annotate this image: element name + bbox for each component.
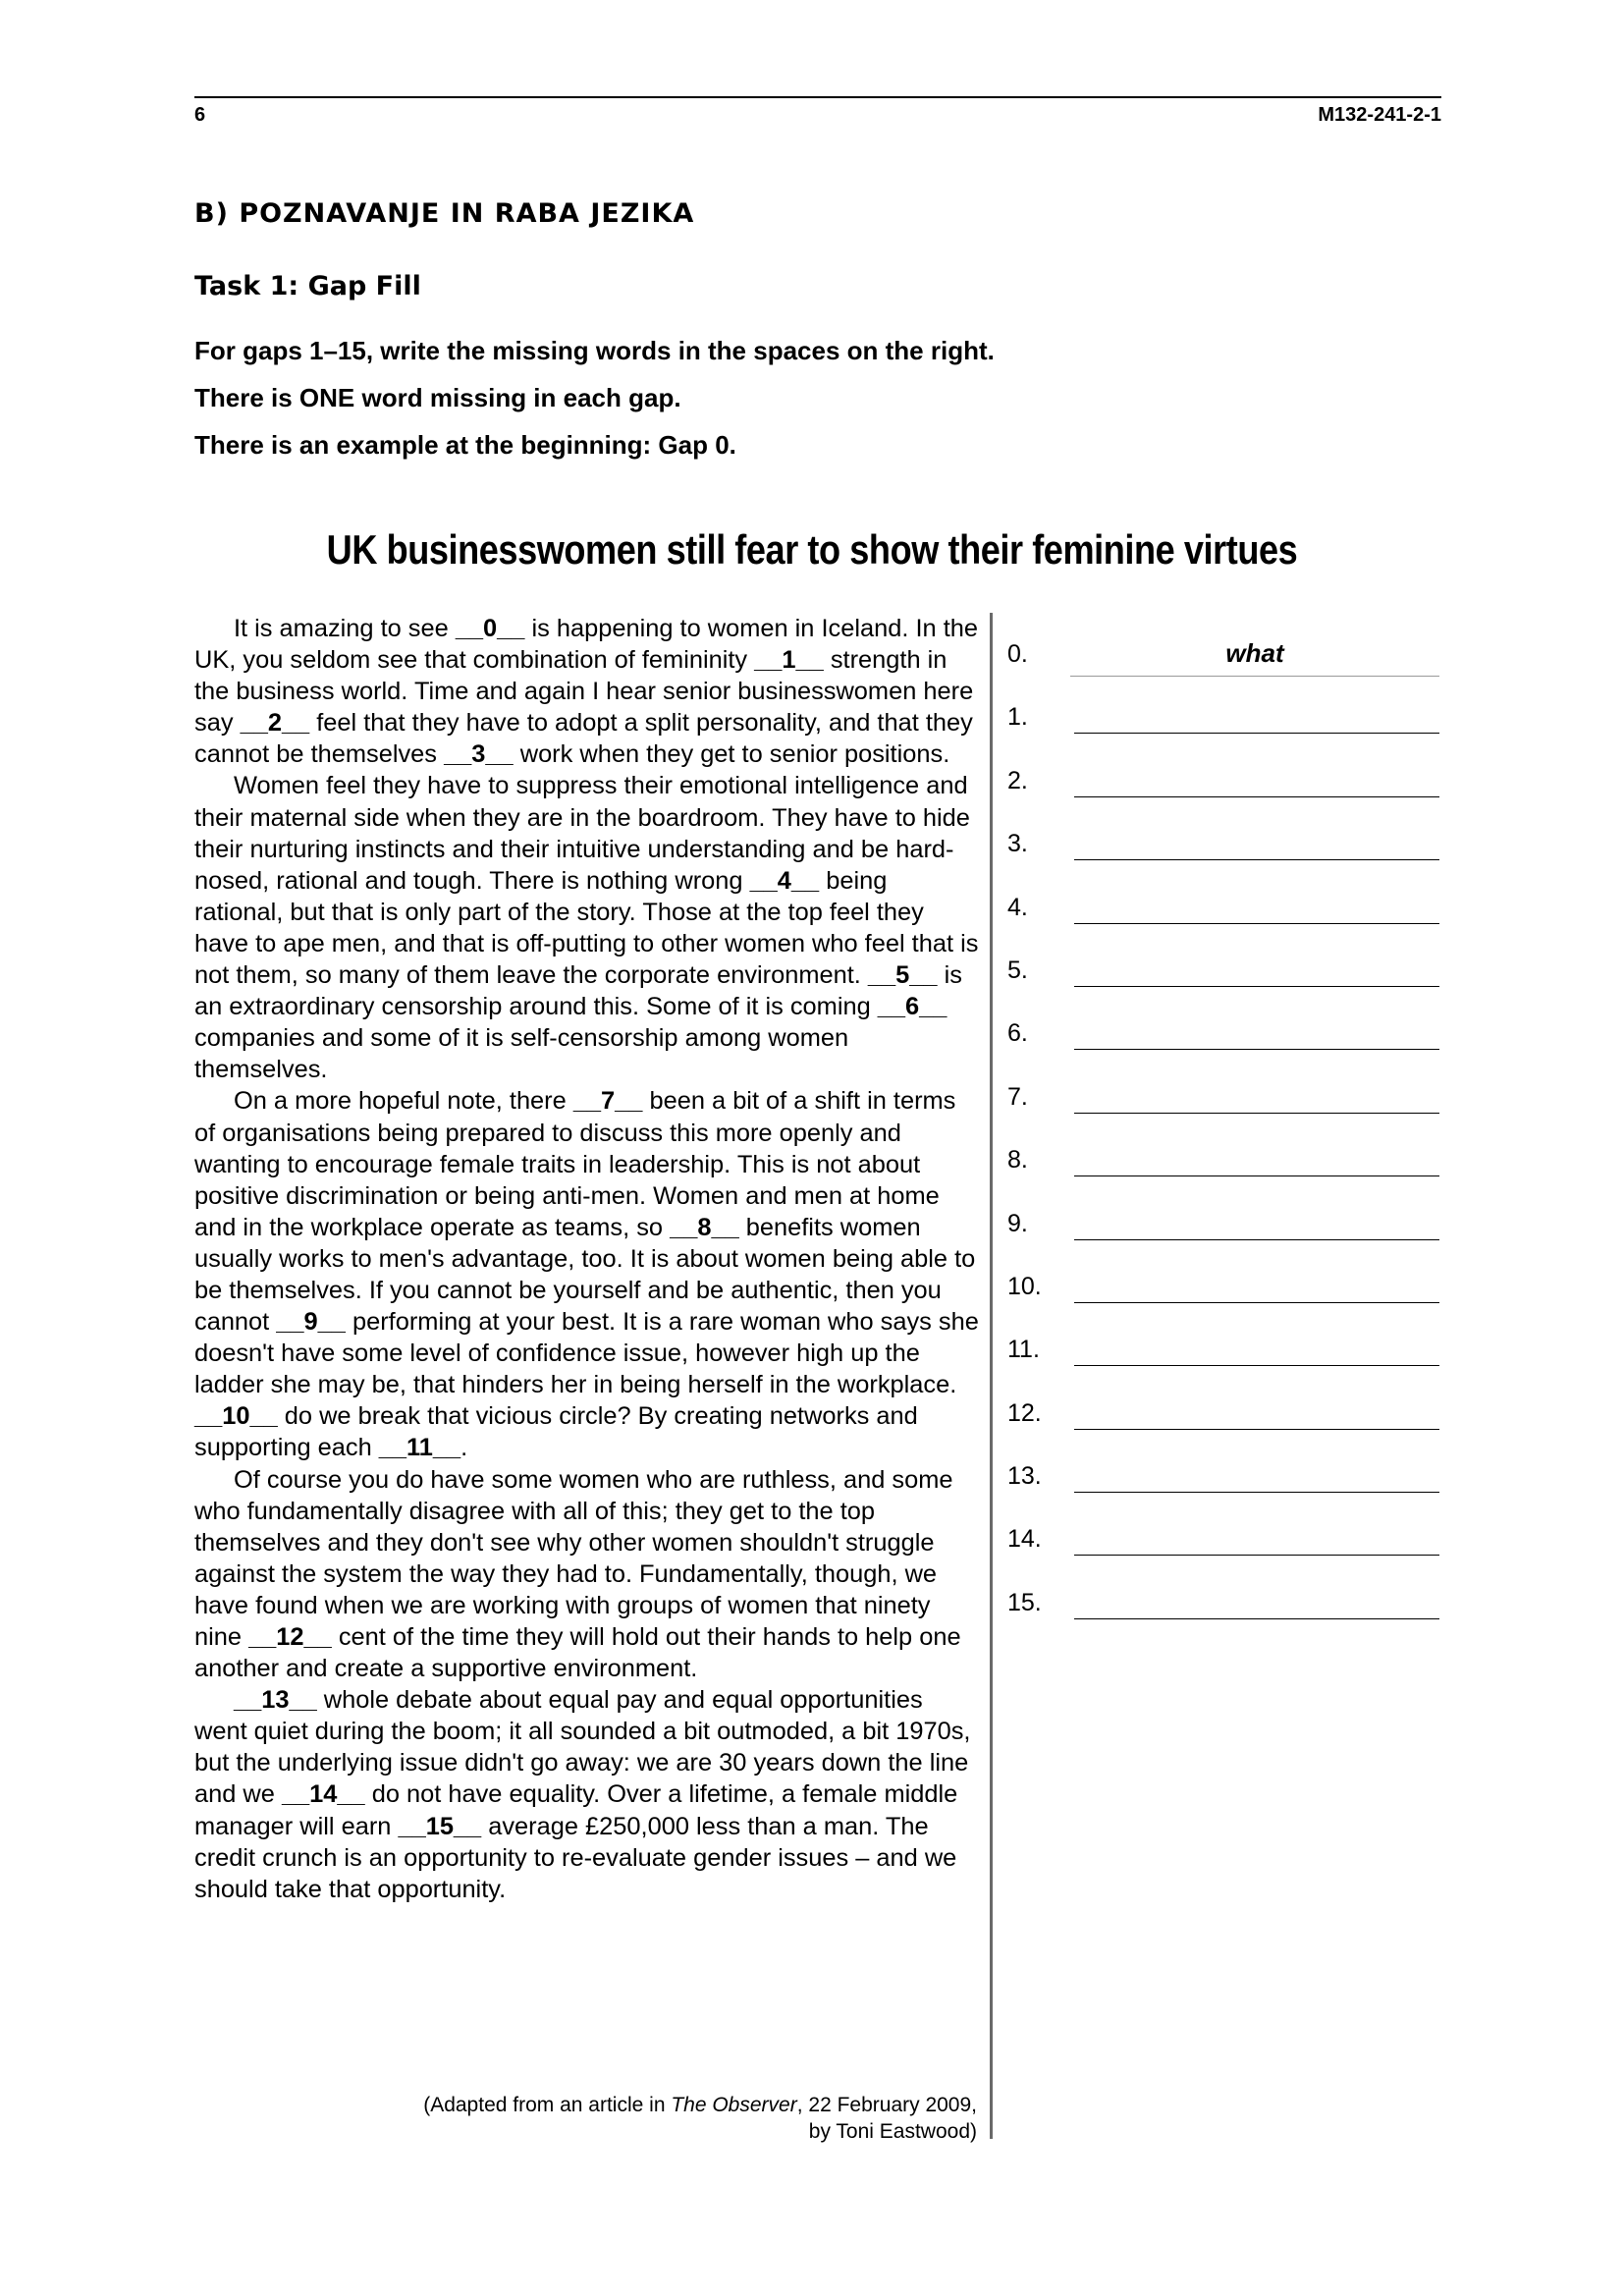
gap-marker: __0__ [455, 615, 525, 642]
answer-blank-line[interactable] [1074, 1365, 1439, 1366]
section-title: B) POZNAVANJE IN RABA JEZIKA [194, 198, 695, 229]
article-text-segment: is an extraordinary censorship around this. Some of it is coming [194, 961, 962, 1021]
answer-number: 9. [1007, 1209, 1028, 1237]
answer-blank-line[interactable] [1074, 1492, 1439, 1493]
answer-number: 5. [1007, 956, 1028, 984]
answer-row-5 [1001, 945, 1443, 1008]
page-header [194, 96, 1441, 130]
article-text-segment: . [460, 1434, 468, 1462]
answer-row-13 [1001, 1450, 1443, 1513]
answer-column [1001, 629, 1443, 1640]
gap-marker: __9__ [276, 1308, 346, 1337]
answer-number: 12. [1007, 1398, 1042, 1427]
gap-marker: __1__ [754, 646, 824, 675]
answer-row-15 [1001, 1577, 1443, 1640]
gap-marker: __15__ [398, 1812, 482, 1840]
instructions [194, 338, 1373, 479]
answer-number: 7. [1007, 1082, 1028, 1111]
answer-number: 6. [1007, 1019, 1028, 1048]
gap-marker: __10__ [194, 1402, 278, 1431]
answer-number: 13. [1007, 1462, 1042, 1491]
answer-number: 11. [1007, 1336, 1040, 1364]
article-text-segment: do not have equality. Over a lifetime, a female middle manager will earn [194, 1780, 958, 1840]
instruction-line: There is ONE word missing in each gap. [194, 383, 681, 412]
answer-row-4 [1001, 882, 1443, 945]
gap-marker: __8__ [670, 1213, 739, 1241]
article-text-segment: been a bit of a shift in terms of organisations being prepared to discuss this more openly and wanting to encourage female traits in leadership. This is not about positive discrimination or being anti-men. Women and men at home and in the workplace operate as teams, so [194, 1087, 956, 1241]
answer-number: 3. [1007, 830, 1028, 858]
article-text-segment: Women feel they have to suppress their emotional intelligence and their maternal side when they are in the boardroom. They have to hide their nurturing instincts and their intuitive understanding and be hard-nosed, rational and tough. There is nothing wrong [194, 772, 970, 895]
answer-blank-line[interactable] [1074, 986, 1439, 987]
article-headline: UK businesswomen still fear to show their feminine virtues [326, 526, 1298, 573]
article-text-segment: work when they get to senior positions. [513, 740, 950, 769]
article-text-segment: average £250,000 less than a man. The credit crunch is an opportunity to re-evaluate gender issues – and we should take that opportunity. [194, 1812, 957, 1903]
answer-row-10 [1001, 1261, 1443, 1324]
article-paragraph [194, 1684, 980, 1905]
article-paragraph [194, 770, 980, 1085]
answer-number: 4. [1007, 893, 1028, 921]
article-text-segment: benefits women usually works to men's advantage, too. It is about women being able to be themselves. If you cannot be yourself and be authentic, then you cannot [194, 1213, 976, 1337]
gap-marker: __13__ [234, 1686, 317, 1715]
answer-blank-line[interactable] [1074, 1555, 1439, 1556]
answer-row-3 [1001, 818, 1443, 881]
column-divider [990, 613, 993, 2139]
answer-row-14 [1001, 1513, 1443, 1576]
answer-blank-line [1070, 676, 1439, 677]
instruction-line: For gaps 1–15, write the missing words in the spaces on the right. [194, 336, 995, 365]
answer-row-9 [1001, 1198, 1443, 1261]
gap-marker: __6__ [877, 993, 947, 1021]
article-text [194, 613, 980, 1905]
source-suffix: , 22 February 2009, [796, 2094, 977, 2116]
task-title: Task 1: Gap Fill [194, 271, 421, 301]
answer-row-1 [1001, 691, 1443, 754]
answer-blank-line[interactable] [1074, 1302, 1439, 1303]
answer-number: 15. [1007, 1588, 1042, 1616]
answer-row-7 [1001, 1071, 1443, 1134]
answer-blank-line[interactable] [1074, 1618, 1439, 1619]
answer-row-12 [1001, 1388, 1443, 1450]
answer-row-8 [1001, 1134, 1443, 1197]
article-text-segment: do we break that vicious circle? By creating networks and supporting each [194, 1402, 918, 1462]
gap-marker: __11__ [378, 1434, 461, 1462]
answer-blank-line[interactable] [1074, 859, 1439, 860]
gap-marker: __2__ [240, 709, 310, 738]
article-text-segment: Of course you do have some women who are ruthless, and some who fundamentally disagree with all of this; they get to the top themselves and they don't see why other women shouldn't struggle against the system the way they had to. Fundamentally, though, we have found when we are working with groups of women that ninety nine [194, 1465, 953, 1651]
gap-marker: __14__ [281, 1780, 365, 1809]
source-publication: The Observer [671, 2094, 797, 2116]
answer-row-11 [1001, 1324, 1443, 1387]
article-paragraph [194, 1464, 980, 1685]
answer-blank-line[interactable] [1074, 1239, 1439, 1240]
article-text-segment: cent of the time they will hold out their hands to help one another and create a supportive environment. [194, 1623, 961, 1683]
answer-blank-line[interactable] [1074, 923, 1439, 924]
gap-marker: __12__ [248, 1623, 332, 1651]
article-text-segment: performing at your best. It is a rare woman who says she doesn't have some level of confidence issue, however high up the ladder she may be, that hinders her in being herself in the workplace. [194, 1308, 979, 1399]
example-answer: what [1225, 638, 1284, 668]
source-author: by Toni Eastwood) [808, 2120, 977, 2143]
gap-marker: __4__ [749, 866, 820, 895]
answer-blank-line[interactable] [1074, 1429, 1439, 1430]
gap-marker: __3__ [444, 740, 514, 769]
answer-number: 2. [1007, 766, 1028, 794]
answer-number: 1. [1007, 703, 1028, 732]
answer-row-2 [1001, 755, 1443, 818]
answer-blank-line[interactable] [1074, 796, 1439, 797]
article-text-segment: On a more hopeful note, there [234, 1087, 573, 1116]
article-text-segment: whole debate about equal pay and equal opportunities went quiet during the boom; it all sounded a bit outmoded, a bit 1970s, but the underlying issue didn't go away: we are 30 years down the line and we [194, 1686, 971, 1809]
gap-marker: __7__ [572, 1087, 643, 1116]
answer-blank-line[interactable] [1074, 1175, 1439, 1176]
article-paragraph [194, 1085, 980, 1463]
instruction-line: There is an example at the beginning: Gap 0. [194, 430, 736, 460]
article-text-segment: is happening to women in Iceland. In the UK, you seldom see that combination of femininity [194, 615, 978, 675]
page-number: 6 [194, 104, 206, 126]
article-text-segment: It is amazing to see [234, 615, 456, 642]
article-text-segment: being rational, but that is only part of the story. Those at the top feel they have to ape men, and that is off-putting to other women who feel that is not them, so many of them leave the corporate environment. [194, 866, 979, 990]
answer-blank-line[interactable] [1074, 1113, 1439, 1114]
answer-row-example [1001, 629, 1443, 691]
answer-blank-line[interactable] [1074, 733, 1439, 734]
article-paragraph [194, 613, 980, 770]
article-text-segment: strength in the business world. Time and again I hear senior businesswomen here say [194, 646, 974, 738]
answer-number: 14. [1007, 1525, 1042, 1554]
answer-number: 0. [1007, 640, 1028, 668]
gap-marker: __5__ [867, 961, 938, 990]
exam-code: M132-241-2-1 [1318, 104, 1441, 126]
answer-number: 8. [1007, 1146, 1028, 1175]
article-text-segment: companies and some of it is self-censorship among women themselves. [194, 1024, 849, 1084]
answer-blank-line[interactable] [1074, 1049, 1439, 1050]
article-source [194, 2092, 977, 2145]
answer-number: 10. [1007, 1272, 1042, 1300]
answer-row-6 [1001, 1008, 1443, 1070]
source-prefix: (Adapted from an article in [423, 2094, 672, 2116]
article-text-segment: feel that they have to adopt a split personality, and that they cannot be themselves [194, 709, 973, 769]
